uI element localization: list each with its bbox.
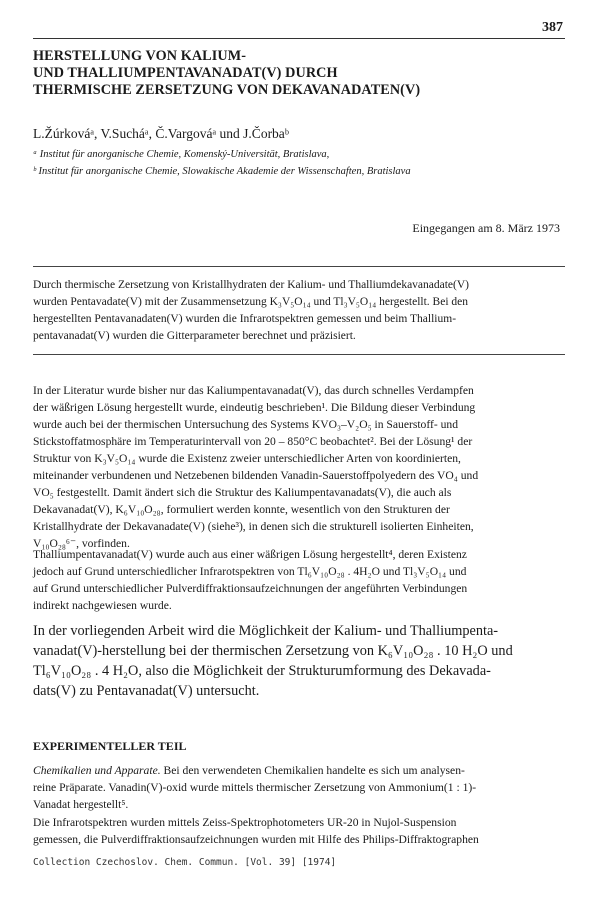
text-line: Tl₆V₁₀O₂₈ . 4 H₂O, also die Möglichkeit der Strukturumformung des Dekavada- bbox=[33, 663, 491, 679]
text-line: Vanadat hergestellt⁵. bbox=[33, 798, 129, 811]
title-line: UND THALLIUMPENTAVANADAT(V) DURCH bbox=[33, 65, 338, 81]
abstract-line: wurden Pentavadate(V) mit der Zusammensetzung K₃V₅O₁₄ und Tl₃V₅O₁₄ hergestellt. Bei den bbox=[33, 296, 469, 308]
section-heading: EXPERIMENTELLER TEIL bbox=[33, 739, 187, 753]
abstract-line: pentavanadat(V) wurden die Gitterparameter berechnet und präzisiert. bbox=[33, 330, 356, 342]
text-line: Struktur von K₃V₅O₁₄ wurde die Existenz zweier unterschiedlicher Arten von koordinierten, bbox=[33, 452, 461, 465]
text-line: Dekavanadat(V), K₆V₁₀O₂₈, formuliert werden konnte, wesentlich von den Strukturen der bbox=[33, 503, 450, 516]
text-line: auf Grund unterschiedlicher Pulverdiffraktionsaufzeichnungen der angeführten Verbindungen bbox=[33, 582, 468, 595]
abstract-line: hergestellten Pentavanadaten(V) wurden die Infrarotspektren gemessen und beim Thallium- bbox=[33, 313, 457, 325]
text-line: In der vorliegenden Arbeit wird die Möglichkeit der Kalium- und Thalliumpenta- bbox=[33, 623, 499, 639]
article-title bbox=[33, 48, 565, 99]
received-date: Eingegangen am 8. März 1973 bbox=[412, 221, 560, 235]
body-paragraph-5 bbox=[33, 814, 565, 848]
text-line: indirekt nachgewiesen wurde. bbox=[33, 599, 172, 612]
text-line: dats(V) zu Pentavanadat(V) untersucht. bbox=[33, 683, 260, 699]
text-line: der wäßrigen Lösung hergestellt wurde, eindeutig beschrieben¹. Die Bildung dieser Verbindung bbox=[33, 401, 476, 414]
paragraph-text: Bei den verwendeten Chemikalien handelte es sich um analysen- bbox=[160, 764, 465, 777]
body-paragraph-1 bbox=[33, 382, 565, 552]
text-line: vanadat(V)-herstellung bei der thermischen Zersetzung von K₆V₁₀O₂₈ . 10 H₂O und bbox=[33, 643, 513, 659]
text-line: wurde auch bei der thermischen Untersuchung des Systems KVO₃–V₂O₅ in Sauerstoff- und bbox=[33, 418, 459, 431]
body-paragraph-4 bbox=[33, 762, 565, 813]
body-paragraph-2 bbox=[33, 546, 565, 614]
journal-footer: Collection Czechoslov. Chem. Commun. [Vol. 39] [1974] bbox=[33, 857, 337, 868]
text-line: jedoch auf Grund unterschiedlicher Infrarotspektren von Tl₆V₁₀O₂₈ . 4H₂O und Tl₃V₅O₁₄ und bbox=[33, 565, 467, 578]
text-line: Stickstoffatmosphäre im Temperaturintervall von 20 – 850°C beobachtet². Bei der Lösung¹ der bbox=[33, 435, 473, 448]
abstract bbox=[33, 266, 565, 355]
title-line: HERSTELLUNG VON KALIUM- bbox=[33, 48, 247, 64]
paragraph-lead: Chemikalien und Apparate. bbox=[33, 764, 161, 777]
abstract-line: Durch thermische Zersetzung von Kristallhydraten der Kalium- und Thalliumdekavanadate(V) bbox=[33, 279, 470, 291]
text-line: Kristallhydrate der Dekavanadate(V) (siehe³), in denen sich die strukturell isolierten Einheiten, bbox=[33, 520, 474, 533]
authors: L.Žúrkováᵃ, V.Sucháᵃ, Č.Vargováᵃ und J.Čorbaᵇ bbox=[33, 126, 289, 141]
text-line: VO₅ festgestellt. Damit ändert sich die Struktur des Kaliumpentavanadats(V), die auch als bbox=[33, 486, 452, 499]
text-line: In der Literatur wurde bisher nur das Kaliumpentavanadat(V), das durch schnelles Verdampfen bbox=[33, 384, 474, 397]
text-line: Die Infrarotspektren wurden mittels Zeiss-Spektrophotometers UR-20 in Nujol-Suspension bbox=[33, 816, 457, 829]
text-line bbox=[33, 762, 565, 779]
page-number: 387 bbox=[542, 20, 563, 35]
text-line: gemessen, die Pulverdiffraktionsaufzeichnungen wurden mit Hilfe des Philips-Diffraktographen bbox=[33, 833, 479, 846]
affiliation-a: ᵃ Institut für anorganische Chemie, Komenský-Universität, Bratislava, bbox=[33, 149, 330, 160]
text-line: V₁₀O₂₈⁶⁻, vorfinden. bbox=[33, 537, 130, 550]
title-line: THERMISCHE ZERSETZUNG VON DEKAVANADATEN(V) bbox=[33, 82, 421, 98]
text-line: Thalliumpentavanadat(V) wurde auch aus einer wäßrigen Lösung hergestellt⁴, deren Existenz bbox=[33, 548, 467, 561]
header-rule bbox=[33, 38, 565, 39]
text-line: miteinander verbundenen und Netzebenen bildenden Vanadin-Sauerstoffpolyedern des VO₄ und bbox=[33, 469, 479, 482]
affiliation-b: ᵇ Institut für anorganische Chemie, Slowakische Akademie der Wissenschaften, Bratislava bbox=[33, 166, 411, 177]
text-line: reine Präparate. Vanadin(V)-oxid wurde mittels thermischer Zersetzung von Ammonium(1 : 1)- bbox=[33, 781, 477, 794]
body-paragraph-3 bbox=[33, 621, 565, 701]
